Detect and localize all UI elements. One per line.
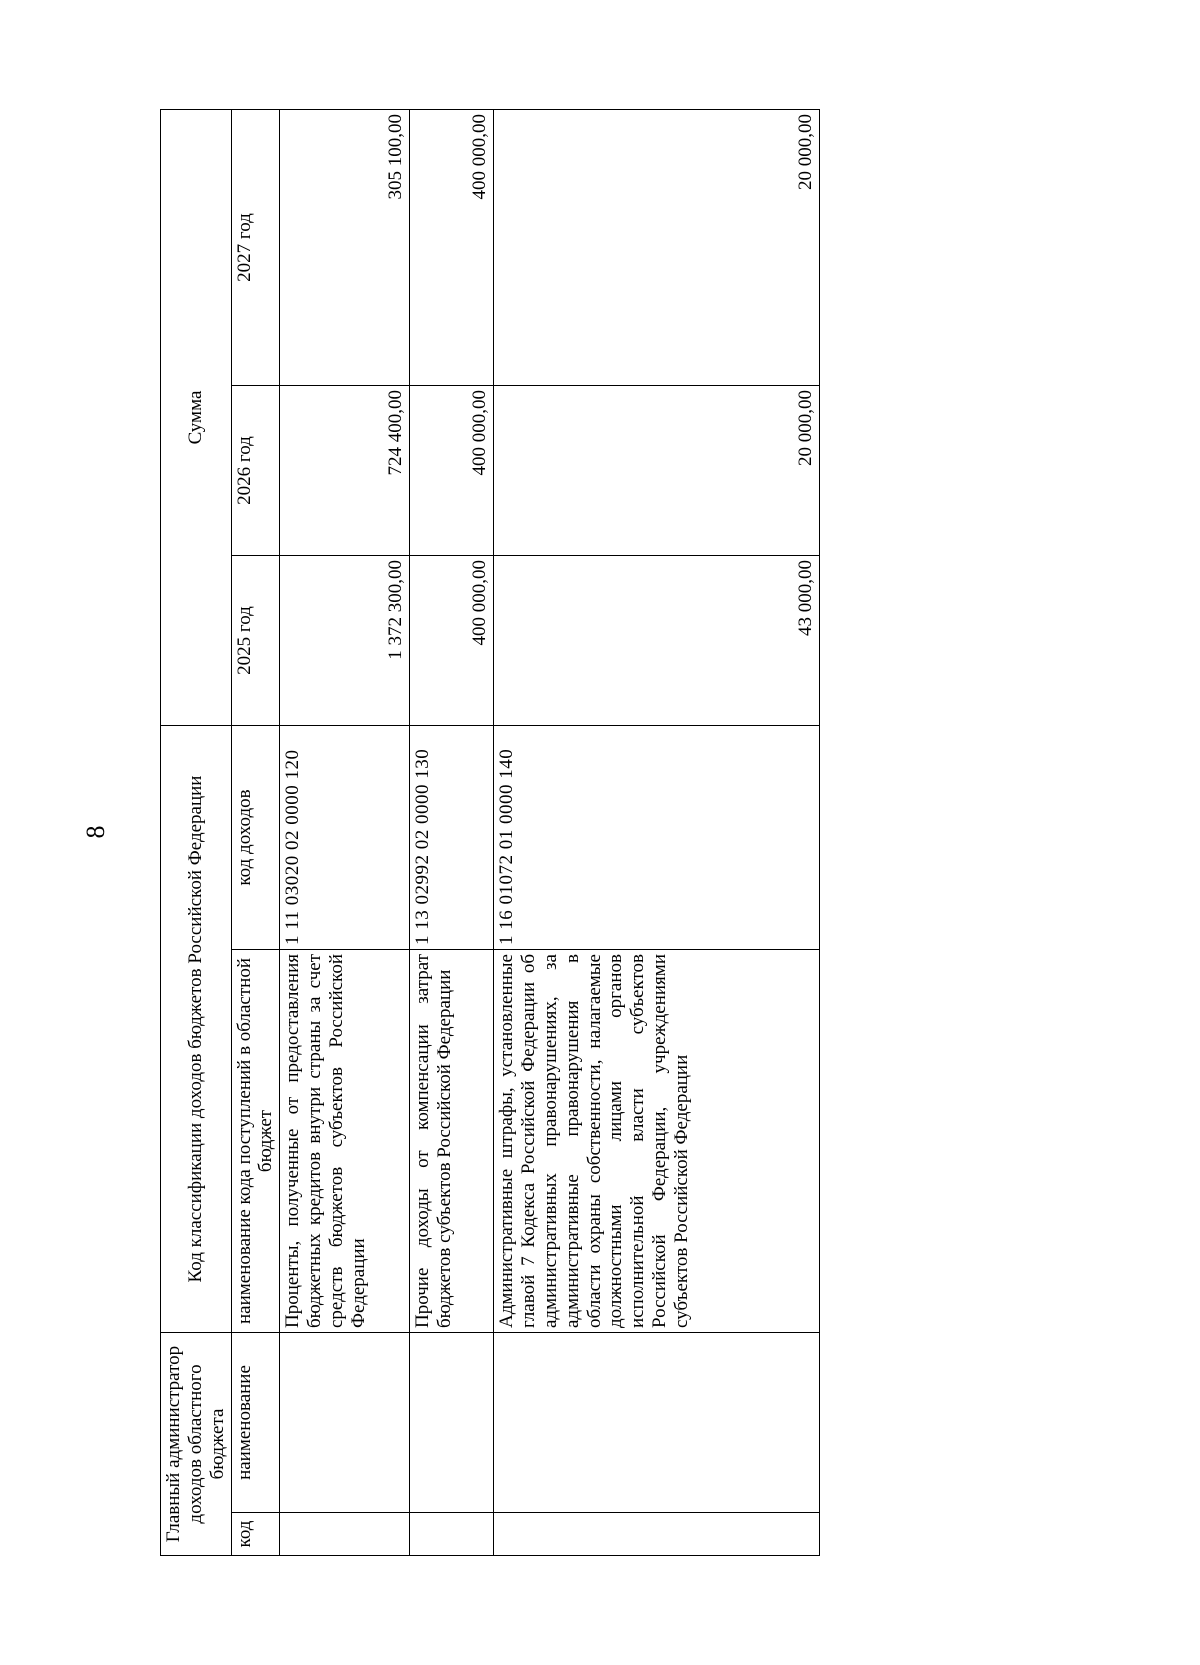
row-value-2027: 20 000,00 [494,110,820,386]
row-income-name: Проценты, полученные от предоставления бюджетных кредитов внутри страны за счет средств бюджетов субъектов Российской Федерации [280,950,410,1333]
table-row [410,110,494,1556]
income-classification-table [160,109,820,1556]
rotated-table-container [160,110,820,1556]
header-income-code: код доходов [231,726,280,950]
row-income-name: Административные штрафы, установленные главой 7 Кодекса Российской Федерации об административных правонарушениях, за административные правонарушения в области охраны собственности, налагаемые должностными лицами органов исполнительной власти субъектов Российской Федерации, учреждениями субъектов Российской Федерации [494,950,820,1333]
table-row [494,110,820,1556]
row-value-2027: 305 100,00 [280,110,410,386]
row-value-2025: 1 372 300,00 [280,556,410,726]
row-income-code: 1 16 01072 01 0000 140 [494,726,820,950]
page-number: 8 [81,825,110,839]
row-admin-code [494,1513,820,1556]
row-value-2025: 400 000,00 [410,556,494,726]
row-admin-name [280,1333,410,1513]
header-admin-name: наименование [231,1333,280,1513]
header-year-2025: 2025 год [231,556,280,726]
row-value-2026: 400 000,00 [410,386,494,556]
table-row [280,110,410,1556]
row-value-2025: 43 000,00 [494,556,820,726]
header-classification-group: Код классификации доходов бюджетов Российской Федерации [161,726,232,1333]
row-income-name: Прочие доходы от компенсации затрат бюджетов субъектов Российской Федерации [410,950,494,1333]
row-admin-code [410,1513,494,1556]
header-income-name: наименование кода поступлений в областной бюджет [231,950,280,1333]
row-value-2027: 400 000,00 [410,110,494,386]
header-admin-code: код [231,1513,280,1556]
row-admin-name [410,1333,494,1513]
header-admin-group: Главный администратор доходов областного бюджета [161,1333,232,1556]
header-sum-group: Сумма [161,110,232,726]
header-year-2026: 2026 год [231,386,280,556]
row-income-code: 1 13 02992 02 0000 130 [410,726,494,950]
row-value-2026: 20 000,00 [494,386,820,556]
row-income-code: 1 11 03020 02 0000 120 [280,726,410,950]
row-admin-name [494,1333,820,1513]
row-value-2026: 724 400,00 [280,386,410,556]
row-admin-code [280,1513,410,1556]
header-year-2027: 2027 год [231,110,280,386]
